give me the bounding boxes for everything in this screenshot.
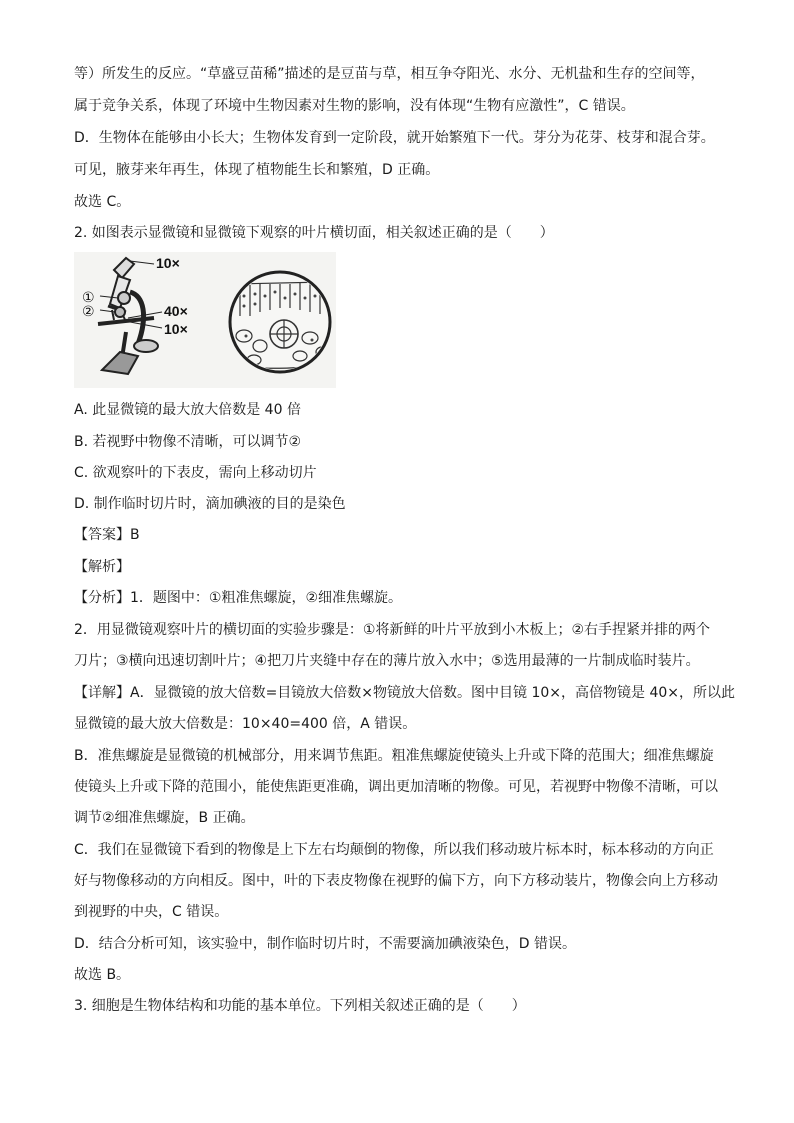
text-line: 显微镜的最大放大倍数是：10×40=400 倍，A 错误。	[74, 716, 417, 732]
leaf-cross-section-view	[230, 272, 330, 372]
objective-low-label: 10×	[164, 321, 188, 337]
option-c: C. 欲观察叶的下表皮，需向上移动切片	[74, 465, 317, 481]
text-line: 刀片；③横向迅速切割叶片；④把刀片夹缝中存在的薄片放入水中；⑤选用最薄的一片制成临时装片。	[74, 653, 700, 669]
text-line: 可见，腋芽来年再生，体现了植物能生长和繁殖，D 正确。	[74, 162, 440, 178]
text-line: B．准焦螺旋是显微镜的机械部分，用来调节焦距。粗准焦螺旋使镜头上升或下降的范围大；细准焦螺旋	[74, 748, 714, 764]
objective-high-label: 40×	[164, 303, 188, 319]
answer-line: 【答案】B	[74, 527, 140, 543]
microscope-figure	[74, 252, 336, 388]
coarse-focus-label: ①	[82, 290, 95, 306]
text-line: 故选 B。	[74, 967, 131, 983]
text-line: 【分析】1．题图中：①粗准焦螺旋，②细准焦螺旋。	[74, 590, 403, 606]
text-line: 故选 C。	[74, 194, 131, 210]
text-line: 使镜头上升或下降的范围小，能使焦距更准确，调出更加清晰的物像。可见，若视野中物像不清晰，可以	[74, 779, 718, 795]
text-line: 到视野的中央，C 错误。	[74, 904, 229, 920]
text-line: D．结合分析可知，该实验中，制作临时切片时，不需要滴加碘液染色，D 错误。	[74, 936, 577, 952]
text-line: 好与物像移动的方向相反。图中，叶的下表皮物像在视野的偏下方，向下方移动装片，物像会向上方移动	[74, 873, 718, 889]
option-b: B. 若视野中物像不清晰，可以调节②	[74, 434, 302, 450]
question-2-stem: 2. 如图表示显微镜和显微镜下观察的叶片横切面，相关叙述正确的是（ ）	[74, 225, 554, 241]
text-line: 2．用显微镜观察叶片的横切面的实验步骤是：①将新鲜的叶片平放到小木板上；②右手捏紧并排的两个	[74, 622, 711, 638]
option-d: D. 制作临时切片时，滴加碘液的目的是染色	[74, 496, 346, 512]
question-3-stem: 3. 细胞是生物体结构和功能的基本单位。下列相关叙述正确的是（ ）	[74, 998, 526, 1014]
fine-focus-label: ②	[82, 304, 95, 320]
text-line: 调节②细准焦螺旋，B 正确。	[74, 810, 255, 826]
microscope-diagram	[74, 252, 336, 388]
text-line: 等）所发生的反应。“草盛豆苗稀”描述的是豆苗与草，相互争夺阳光、水分、无机盐和生存的空间等，	[74, 66, 705, 82]
analysis-heading: 【解析】	[74, 559, 130, 575]
text-line: D．生物体在能够由小长大；生物体发育到一定阶段，就开始繁殖下一代。芽分为花芽、枝芽和混合芽。	[74, 130, 715, 146]
text-line: 【详解】A．显微镜的放大倍数=目镜放大倍数×物镜放大倍数。图中目镜 10×，高倍物镜是 40×，所以此	[74, 685, 736, 701]
eyepiece-label: 10×	[156, 255, 180, 271]
text-line: C．我们在显微镜下看到的物像是上下左右均颠倒的物像，所以我们移动玻片标本时，标本移动的方向正	[74, 842, 714, 858]
option-a: A. 此显微镜的最大放大倍数是 40 倍	[74, 402, 301, 418]
text-line: 属于竞争关系，体现了环境中生物因素对生物的影响，没有体现“生物有应激性”，C 错误。	[74, 98, 635, 114]
